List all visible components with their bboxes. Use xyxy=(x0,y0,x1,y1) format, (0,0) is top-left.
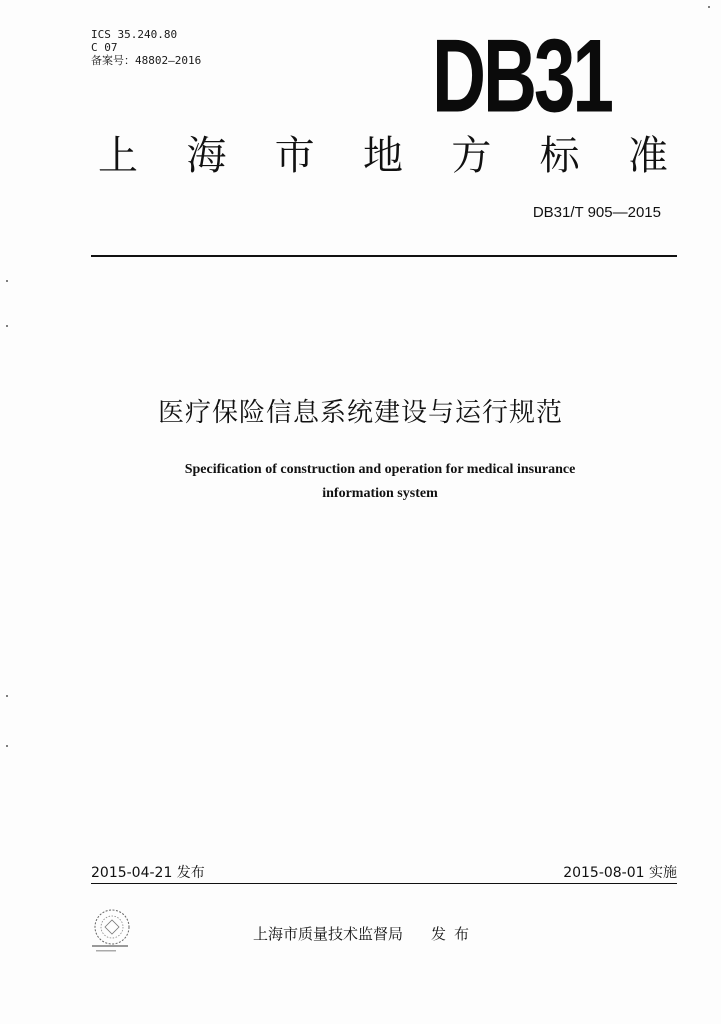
scan-speck xyxy=(6,325,8,327)
standard-type-char: 准 xyxy=(627,133,668,179)
classification-block xyxy=(91,28,201,67)
ccs-code: C 07 xyxy=(91,41,118,54)
standard-type-heading xyxy=(98,133,668,179)
scan-speck xyxy=(6,280,8,282)
scan-speck xyxy=(6,745,8,747)
bottom-divider xyxy=(91,883,677,884)
standard-type-char: 标 xyxy=(539,133,580,179)
title-en-line: Specification of construction and operation for medical insurance xyxy=(184,462,576,477)
standard-type-char: 市 xyxy=(274,133,315,179)
standard-type-char: 地 xyxy=(362,133,403,179)
implement-date: 2015-08-01 实施 xyxy=(563,865,677,881)
issuer-name: 上海市质量技术监督局 xyxy=(253,925,404,943)
scan-speck xyxy=(708,6,710,8)
library-stamp-icon xyxy=(86,905,138,957)
document-title-english xyxy=(110,458,650,506)
issuer-action: 发布 xyxy=(431,925,478,943)
title-en-line: information system xyxy=(322,486,438,501)
standard-type-char: 方 xyxy=(451,133,492,179)
db31-logo: DB31 xyxy=(432,18,611,135)
scan-speck xyxy=(6,695,8,697)
standard-number: DB31/T 905—2015 xyxy=(532,204,661,221)
top-divider xyxy=(91,255,677,257)
document-title-chinese: 医疗保险信息系统建设与运行规范 xyxy=(157,398,563,428)
standard-type-char: 海 xyxy=(186,133,227,179)
issuing-authority xyxy=(253,923,477,944)
standard-type-char: 上 xyxy=(98,133,138,179)
publish-date: 2015-04-21 发布 xyxy=(91,865,205,881)
record-number: 备案号：48802—2016 xyxy=(91,54,202,67)
ics-code: ICS 35.240.80 xyxy=(91,28,178,41)
